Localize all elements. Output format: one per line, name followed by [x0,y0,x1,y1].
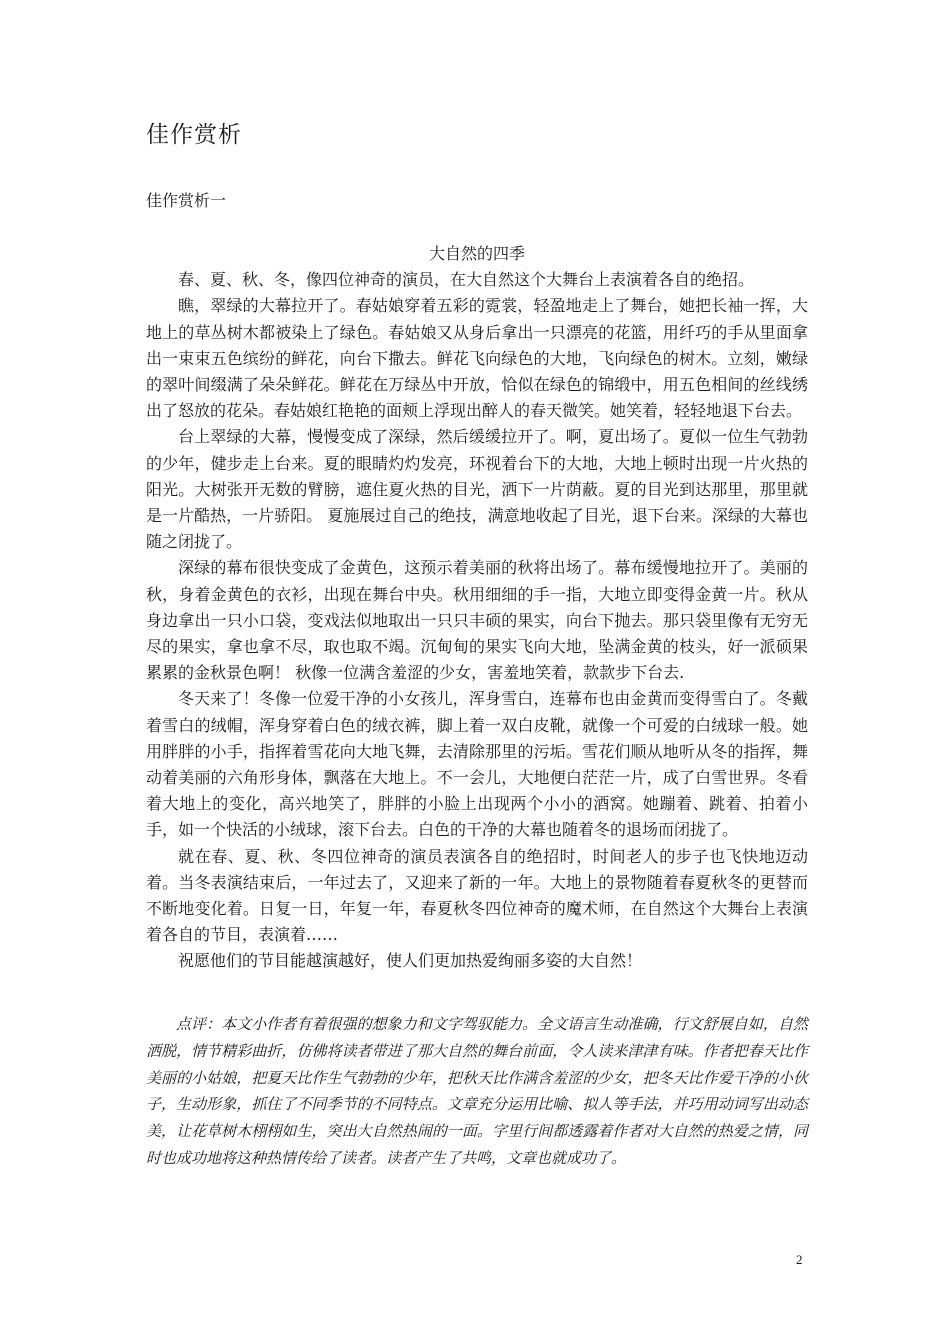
essay-paragraph: 春、夏、秋、冬，像四位神奇的演员，在大自然这个大舞台上表演着各自的绝招。 [178,270,755,290]
essay-paragraph: 冬天来了！冬像一位爱干净的小女孩儿，浑身雪白，连幕布也由金黄而变得雪白了。冬戴着雪白的绒帽，浑身穿着白色的绒衣裤，脚上着一双白皮靴，就像一个可爱的白绒球一般。她用胖胖的小手，指挥着雪花向大地飞舞，去清除那里的污垢。雪花们顺从地听从冬的指挥，舞动着美丽的六角形身体，飘落在大地上。不一会儿，大地便白茫茫一片，成了白雪世界。冬看着大地上的变化，高兴地笑了，胖胖的小脸上出现两个小小的酒窝。她蹦着、跳着、拍着小手，如一个快活的小绒球，滚下台去。白色的干净的大幕也随着冬的退场而闭拢了。 [146,689,808,840]
essay-paragraph: 瞧，翠绿的大幕拉开了。春姑娘穿着五彩的霓裳，轻盈地走上了舞台，她把长袖一挥，大地上的草丛树木都被染上了绿色。春姑娘又从身后拿出一只漂亮的花篮，用纤巧的手从里面拿出一束束五色缤纷的鲜花，向台下撒去。鲜花飞向绿色的大地，飞向绿色的树木。立刻，嫩绿的翠叶间缀满了朵朵鲜花。鲜花在万绿丛中开放，恰似在绿色的锦缎中，用五色相间的丝线绣出了怒放的花朵。春姑娘红艳艳的面颊上浮现出醉人的春天微笑。她笑着，轻轻地退下台去。 [146,296,808,421]
page-heading: 佳作赏析 [146,122,242,148]
essay-paragraph: 台上翠绿的大幕，慢慢变成了深绿，然后缓缓拉开了。啊，夏出场了。夏似一位生气勃勃的少年，健步走上台来。夏的眼睛灼灼发亮，环视着台下的大地，大地上顿时出现一片火热的阳光。大树张开无数的臂膀，遮住夏火热的目光，洒下一片荫蔽。夏的目光到达那里，那里就是一片酷热，一片骄阳。 夏施展过自己的绝技，满意地收起了目光，退下台来。深绿的大幕也随之闭拢了。 [146,427,808,552]
essay-paragraph: 深绿的幕布很快变成了金黄色，这预示着美丽的秋将出场了。幕布缓慢地拉开了。美丽的秋，身着金黄色的衣衫，出现在舞台中央。秋用细细的手一指，大地立即变得金黄一片。秋从身边拿出一只小口袋，变戏法似地取出一只只丰硕的果实，向台下抛去。那只袋里像有无穷无尽的果实，拿也拿不尽，取也取不竭。沉甸甸的果实飞向大地，坠满金黄的枝头，好一派硕果累累的金秋景色啊！ 秋像一位满含羞涩的少女，害羞地笑着，款款步下台去. [146,558,808,683]
essay-article [146,241,808,975]
essay-paragraph: 就在春、夏、秋、冬四位神奇的演员表演各自的绝招时，时间老人的步子也飞快地迈动着。当冬表演结束后，一年过去了，又迎来了新的一年。大地上的景物随着春夏秋冬的更替而不断地变化着。日复一日，年复一年，春夏秋冬四位神奇的魔术师，在自然这个大舞台上表演着各自的节目，表演着…… [146,846,808,945]
essay-title: 大自然的四季 [428,244,525,263]
page-number: 2 [796,1252,803,1267]
essay-paragraph: 祝愿他们的节目能越演越好，使人们更加热爱绚丽多姿的大自然！ [178,951,643,971]
teacher-comment: 点评：本文小作者有着很强的想象力和文字驾驭能力。全文语言生动准确，行文舒展自如，自然洒脱，情节精彩曲折，仿佛将读者带进了那大自然的舞台前面，令人读来津津有味。作者把春天比作美丽的小姑娘，把夏天比作生气勃勃的少年，把秋天比作满含羞涩的少女，把冬天比作爱干净的小伙子，生动形象，抓住了不同季节的不同特点。文章充分运用比喻、拟人等手法，并巧用动词写出动态美，让花草树木栩栩如生，突出大自然热闹的一面。字里行间都透露着作者对大自然的热爱之情，同时也成功地将这种热情传给了读者。读者产生了共鸣，文章也就成功了。 [146,1015,808,1167]
section-subheading: 佳作赏析一 [146,191,227,210]
